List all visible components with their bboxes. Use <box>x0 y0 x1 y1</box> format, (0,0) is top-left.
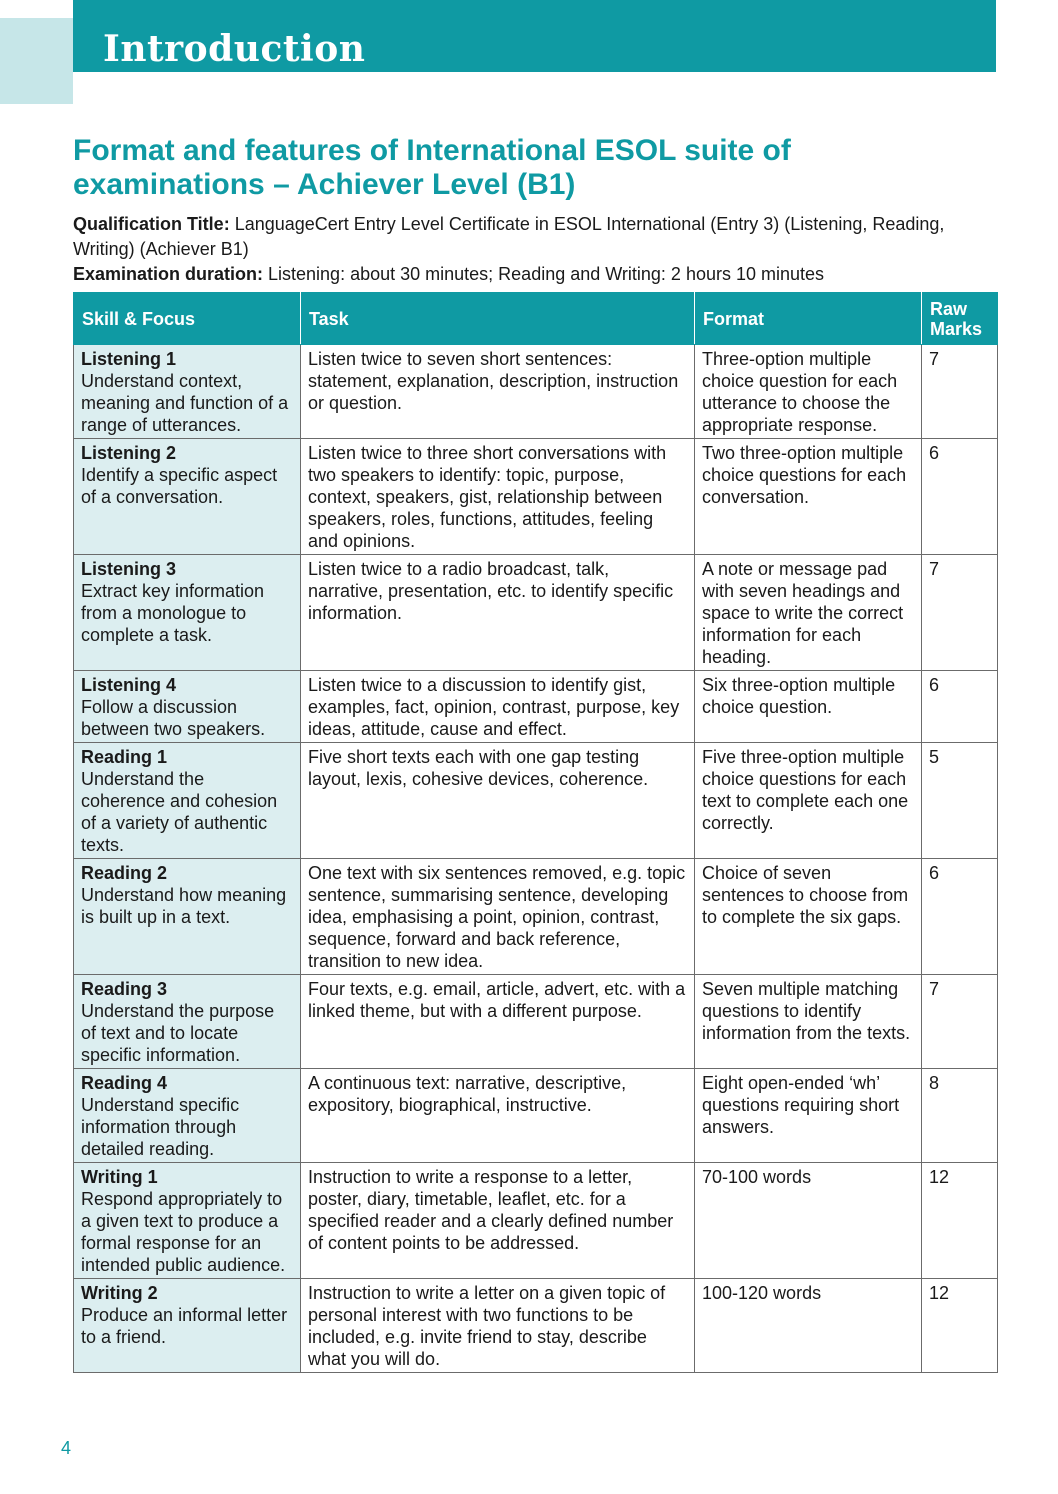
header-raw-marks-line1: Raw <box>930 298 968 319</box>
skill-cell <box>74 345 301 439</box>
format-cell: Six three-option multiple choice question. <box>695 671 922 743</box>
skill-cell <box>74 975 301 1069</box>
skill-name: Writing 1 <box>81 1167 158 1187</box>
format-cell: Choice of seven sentences to choose from to complete the six gaps. <box>695 859 922 975</box>
task-cell: Instruction to write a response to a letter, poster, diary, timetable, leaflet, etc. for a specified reader and a clearly defined number of content points to be addressed. <box>301 1163 695 1279</box>
skill-cell <box>74 439 301 555</box>
header-skill-focus: Skill & Focus <box>74 293 301 345</box>
banner-title: Introduction <box>103 28 366 70</box>
skill-cell <box>74 1069 301 1163</box>
qualification-value: LanguageCert Entry Level Certificate in ESOL International (Entry 3) (Listening, Reading, Writing) (Achiever B1) <box>73 214 945 259</box>
header-raw-marks-line2: Marks <box>930 318 983 339</box>
task-cell: Four texts, e.g. email, article, advert, etc. with a linked theme, but with a different purpose. <box>301 975 695 1069</box>
table-header-row <box>74 293 998 345</box>
exam-meta <box>73 212 973 287</box>
header-format: Format <box>695 293 922 345</box>
header-raw-marks <box>922 293 998 345</box>
table-row <box>74 671 998 743</box>
skill-name: Writing 2 <box>81 1283 158 1303</box>
exam-format-table <box>73 292 998 1373</box>
skill-name: Listening 3 <box>81 559 177 579</box>
task-cell: One text with six sentences removed, e.g. topic sentence, summarising sentence, developing idea, emphasising a point, opinion, contrast, sequence, forward and back reference, transition to new idea. <box>301 859 695 975</box>
format-cell: 70-100 words <box>695 1163 922 1279</box>
format-cell: Three-option multiple choice question for each utterance to choose the appropriate response. <box>695 345 922 439</box>
skill-cell <box>74 1163 301 1279</box>
skill-cell <box>74 859 301 975</box>
qualification-line <box>73 212 973 262</box>
section-heading: Format and features of International ESOL suite of examinations – Achiever Level (B1) <box>73 134 791 201</box>
header-task: Task <box>301 293 695 345</box>
marks-cell: 6 <box>922 859 998 975</box>
skill-focus: Understand specific information through detailed reading. <box>81 1095 240 1159</box>
table-row <box>74 345 998 439</box>
header-banner <box>73 0 996 72</box>
skill-cell <box>74 743 301 859</box>
skill-name: Listening 1 <box>81 349 177 369</box>
skill-focus: Understand the coherence and cohesion of a variety of authentic texts. <box>81 769 278 855</box>
marks-cell: 7 <box>922 555 998 671</box>
table-row <box>74 743 998 859</box>
skill-name: Reading 3 <box>81 979 168 999</box>
duration-line <box>73 262 973 287</box>
task-cell: Listen twice to seven short sentences: statement, explanation, description, instruction or question. <box>301 345 695 439</box>
marks-cell: 12 <box>922 1279 998 1373</box>
skill-name: Listening 4 <box>81 675 177 695</box>
marks-cell: 7 <box>922 345 998 439</box>
table-row <box>74 1279 998 1373</box>
task-cell: Five short texts each with one gap testing layout, lexis, cohesive devices, coherence. <box>301 743 695 859</box>
table-row <box>74 439 998 555</box>
corner-accent-block <box>0 18 73 104</box>
task-cell: Instruction to write a letter on a given topic of personal interest with two functions to be included, e.g. invite friend to stay, describe what you will do. <box>301 1279 695 1373</box>
skill-focus: Respond appropriately to a given text to produce a formal response for an intended public audience. <box>81 1189 286 1275</box>
skill-focus: Identify a specific aspect of a conversation. <box>81 465 278 507</box>
page-number: 4 <box>61 1438 72 1458</box>
skill-name: Reading 2 <box>81 863 168 883</box>
format-cell: Two three-option multiple choice questions for each conversation. <box>695 439 922 555</box>
task-cell: Listen twice to a discussion to identify gist, examples, fact, opinion, contrast, purpose, key ideas, attitude, cause and effect. <box>301 671 695 743</box>
marks-cell: 6 <box>922 671 998 743</box>
table-row <box>74 1163 998 1279</box>
skill-name: Reading 1 <box>81 747 168 767</box>
skill-cell <box>74 555 301 671</box>
format-cell: Eight open-ended ‘wh’ questions requiring short answers. <box>695 1069 922 1163</box>
qualification-label: Qualification Title: <box>73 214 230 234</box>
table-row <box>74 555 998 671</box>
duration-label: Examination duration: <box>73 264 264 284</box>
skill-focus: Understand the purpose of text and to locate specific information. <box>81 1001 275 1065</box>
marks-cell: 12 <box>922 1163 998 1279</box>
format-cell: 100-120 words <box>695 1279 922 1373</box>
marks-cell: 5 <box>922 743 998 859</box>
skill-name: Reading 4 <box>81 1073 168 1093</box>
format-cell: A note or message pad with seven headings and space to write the correct information for each heading. <box>695 555 922 671</box>
skill-focus: Extract key information from a monologue to complete a task. <box>81 581 265 645</box>
marks-cell: 7 <box>922 975 998 1069</box>
table-row <box>74 975 998 1069</box>
skill-cell <box>74 1279 301 1373</box>
skill-name: Listening 2 <box>81 443 177 463</box>
task-cell: A continuous text: narrative, descriptive, expository, biographical, instructive. <box>301 1069 695 1163</box>
table-row <box>74 1069 998 1163</box>
skill-focus: Produce an informal letter to a friend. <box>81 1305 288 1347</box>
skill-focus: Understand how meaning is built up in a text. <box>81 885 287 927</box>
table-row <box>74 859 998 975</box>
skill-focus: Follow a discussion between two speakers. <box>81 697 266 739</box>
format-cell: Five three-option multiple choice questions for each text to complete each one correctly. <box>695 743 922 859</box>
duration-value: Listening: about 30 minutes; Reading and Writing: 2 hours 10 minutes <box>263 264 825 284</box>
marks-cell: 8 <box>922 1069 998 1163</box>
task-cell: Listen twice to a radio broadcast, talk, narrative, presentation, etc. to identify specific information. <box>301 555 695 671</box>
skill-cell <box>74 671 301 743</box>
marks-cell: 6 <box>922 439 998 555</box>
skill-focus: Understand context, meaning and function of a range of utterances. <box>81 371 289 435</box>
format-cell: Seven multiple matching questions to identify information from the texts. <box>695 975 922 1069</box>
task-cell: Listen twice to three short conversations with two speakers to identify: topic, purpose, context, speakers, gist, relationship between speakers, roles, functions, attitudes, feeling and opinions. <box>301 439 695 555</box>
